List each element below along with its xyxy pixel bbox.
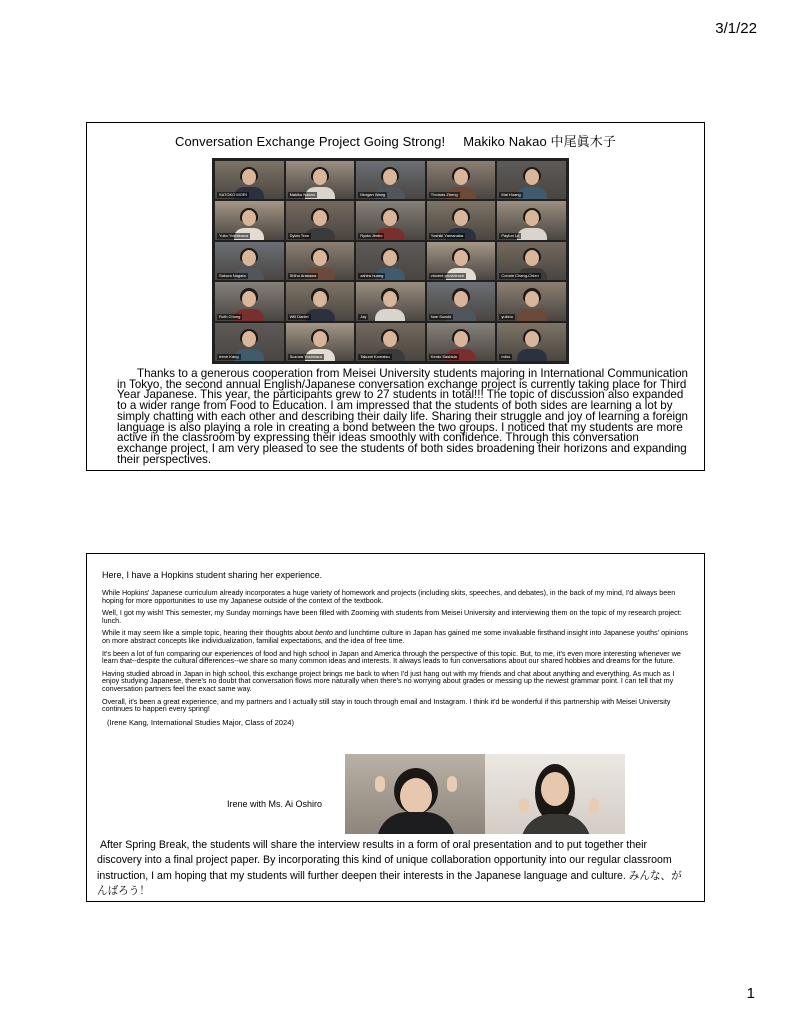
participant-tile: [356, 282, 425, 320]
participant-tile: [427, 282, 496, 320]
slide-conversation-exchange: [86, 122, 705, 471]
participant-name: Will Daniel: [289, 313, 309, 319]
participant-name: SATOKO MORI: [219, 192, 247, 198]
participant-tile: [427, 201, 496, 239]
testimonial-paragraph-6: Overall, it's been a great experience, and my partners and I actually still stay in touch through email and Instagram. I think it'd be wonderful if this partnership with Meisei University continues to happen every spring!: [102, 696, 671, 714]
participant-tile: [215, 242, 284, 280]
participant-tile: [286, 242, 355, 280]
participant-tile: [427, 323, 496, 361]
participant-tile: [286, 161, 355, 199]
participant-tile: [356, 242, 425, 280]
participant-name: Yuko Yoshikawa: [219, 232, 248, 238]
slide-title: Conversation Exchange Project Going Strong!: [174, 134, 446, 149]
participant-tile: [215, 323, 284, 361]
zoom-gallery-screenshot: [212, 158, 569, 364]
participant-tile: [427, 242, 496, 280]
participant-tile: [356, 323, 425, 361]
participant-name: Shiho Arakawa: [289, 273, 317, 279]
participant-tile: [286, 201, 355, 239]
testimonial-paragraph-3: While it may seem like a simple topic, hearing their thoughts about bento and lunchtime culture in Japan has gained me some invaluable firsthand insight into Japanese youths' opinions on more abstract concepts like individualization, familial expectations, and the idea of free time.: [102, 628, 688, 645]
participant-tile: [497, 242, 566, 280]
participant-name: Irene Kang: [219, 354, 239, 359]
photo-ai-oshiro: [485, 754, 625, 834]
participant-name: Yoshiki Yamanaka: [430, 232, 464, 238]
participant-name: Kento Sashida: [430, 354, 457, 359]
participant-name: Suzuna Yoshihara: [289, 354, 322, 359]
participant-tile: [427, 161, 496, 199]
participant-name: yukino: [501, 313, 513, 319]
participant-tile: [356, 161, 425, 199]
participant-name: Connie Chang-Chien: [501, 273, 539, 279]
slide-student-experience: [86, 553, 705, 902]
participant-name: Morgan Wang: [360, 192, 386, 198]
participant-tile: [356, 201, 425, 239]
testimonial-attribution: (Irene Kang, International Studies Major, Class of 2024): [107, 717, 294, 727]
participant-tile: [497, 323, 566, 361]
participant-name: vincent providence: [430, 273, 465, 279]
participant-name: Mai Hoang: [501, 192, 521, 198]
participant-tile: [286, 323, 355, 361]
participant-tile: [215, 201, 284, 239]
slide-author: Makiko Nakao 中尾眞木子: [463, 134, 616, 149]
participant-name: Payton Lu: [501, 232, 520, 238]
testimonial-paragraph-5: Having studied abroad in Japan in high school, this exchange project brings me back to when I'd just hang out with my friends and chat about anything and everything. As much as I enjoy studying Japanese, there's no doubt that conversation flows more naturally when there's no worrying about grades or messing up the newest grammar point. I can tell that my conversation partners feel the exact same way.: [102, 668, 675, 693]
participant-name: Thomas Zheng: [430, 192, 458, 198]
participant-name: Jay: [360, 313, 367, 319]
closing-paragraph: After Spring Break, the students will share the interview results in a form of oral presentation and to put together their discovery into a final project paper. By incorporating this kind of unique collaboration opportunity into our regular classroom instruction, I am hoping that my students will further deepen their interests in the Japanese language and culture. みんな、がんばろう！: [97, 839, 682, 898]
participant-tile: [215, 161, 284, 199]
testimonial-intro: Here, I have a Hopkins student sharing her experience.: [102, 570, 323, 580]
page-date: 3/1/22: [715, 20, 757, 37]
slide-body-text: Thanks to a generous cooperation from Meisei University students majoring in International Communication in Tokyo, the second annual English/Japanese conversation exchange project is currently taking place for Third Year Japanese. This year, the participants grew to 27 students in total!!! The topic of discussion also expanded to a wider range from Food to Education. I am impressed that the students of both sides are learning a lot by simply chatting with each other and describing their daily life. Sharing their struggle and joy of learning a foreign language is also playing a role in creating a bond between the two groups. I noticed that my students are more active in the classroom by expressing their ideas smoothly with confidence. Through this conversation exchange project, I am very pleased to see the students of both sides broadening their horizons and expanding their perspectives.: [117, 367, 688, 466]
participant-name: Makiko Nakao: [289, 192, 315, 198]
page-number: 1: [746, 985, 755, 1002]
testimonial-paragraph-1: While Hopkins' Japanese curriculum already incorporates a huge variety of homework and projects (including skits, speeches, and debates), in the back of my mind, I'd always been hoping for more opportunities to use my Japanese outside of the context of the textbook.: [102, 588, 676, 605]
participant-name: zahira huang: [360, 273, 384, 279]
photo-irene: [345, 754, 485, 834]
testimonial-paragraph-4: It's been a lot of fun comparing our experiences of food and high school in Japan and America through the perspective of this topic. But, to me, it's even more interesting whenever we learn that--despite the cultural differences--we share so many common ideas and interests. It always leads to fun conversations about our shared hobbies and dreams for the future.: [102, 648, 681, 666]
participant-name: Sakura Nagata: [219, 273, 246, 279]
participant-name: Ruth Chung: [219, 313, 241, 319]
participant-name: Ryota Jimbo: [360, 232, 383, 238]
participant-tile: [497, 161, 566, 199]
participant-name: Dylan Tran: [289, 232, 309, 238]
participant-name: miho: [501, 354, 511, 359]
zoom-photo-irene-and-oshiro: [345, 754, 625, 834]
participant-tile: [497, 282, 566, 320]
testimonial-paragraph-2: Well, I got my wish! This semester, my Sunday mornings have been filled with Zooming with students from Meisei University and interviewing them on the topic of my research project: lunch.: [102, 608, 682, 625]
photo-caption: Irene with Ms. Ai Oshiro: [227, 799, 323, 809]
participant-tile: [286, 282, 355, 320]
participant-name: Noe Suzuki: [430, 313, 452, 319]
participant-name: Takumi Komatsu: [360, 354, 390, 359]
student-testimonial: [102, 570, 692, 727]
participant-tile: [497, 201, 566, 239]
participant-tile: [215, 282, 284, 320]
slide-title-line: [87, 131, 704, 150]
